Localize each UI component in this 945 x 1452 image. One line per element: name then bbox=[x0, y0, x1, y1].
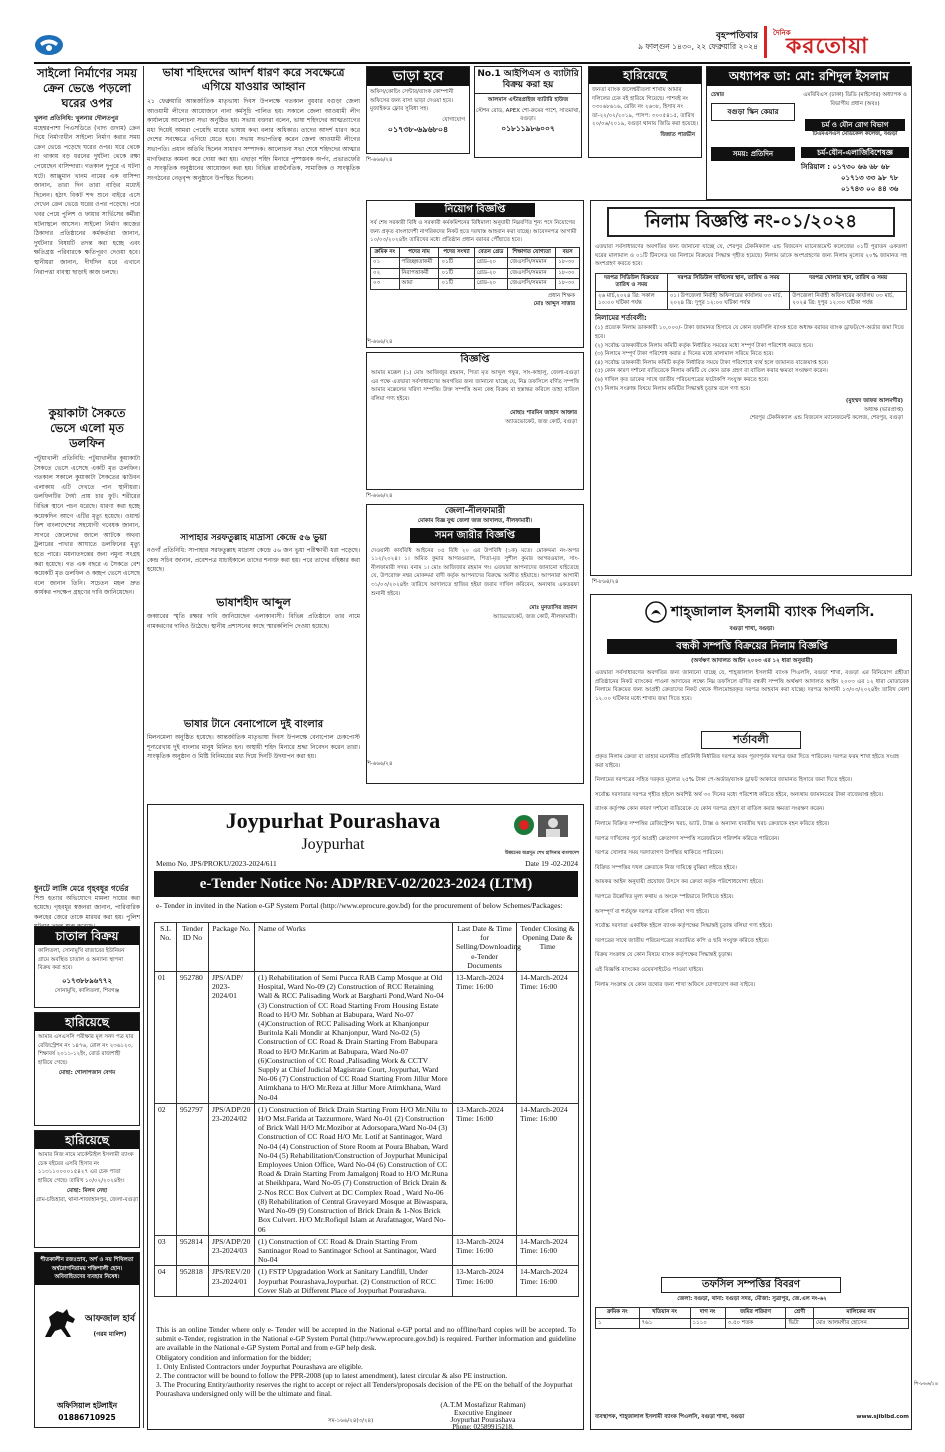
lost-top-notice bbox=[588, 66, 702, 158]
tender-title: e-Tender Notice No: ADP/REV-02/2023-2024 (LTM) bbox=[154, 871, 578, 897]
doctor-degree: এমবিবিএস (ঢাকা) ডিডি (মাইসোর) অধ্যাপক ও বিভাগীয় প্রধান (অবঃ) bbox=[803, 92, 907, 107]
battery-phone: ০১৮১১৯৮৬০০৭ bbox=[501, 123, 555, 133]
job-col-header: বেতন গ্রেড bbox=[474, 247, 507, 258]
battery-shop: আলমাস এন্টারপ্রাইজ ব্যাটারি হাউজ bbox=[487, 97, 569, 103]
tender-col-header: Last Date & Time for Selling/Downloading e-Tender Documents bbox=[453, 923, 517, 972]
tender-sign-title: Executive Engineer bbox=[453, 1408, 513, 1417]
col2-story3 bbox=[147, 596, 360, 716]
auction-cell: ২৬ মার্চ,২০২৪ খ্রি: সকাল ১০:০০ ঘটিকা পর্যন্ত bbox=[596, 291, 668, 309]
tender-obligatory: Obligatory condition and information for the bidder; bbox=[156, 1353, 312, 1362]
auction-table bbox=[595, 273, 907, 310]
col2-story2 bbox=[147, 532, 360, 594]
rent-ad bbox=[366, 66, 470, 154]
bank-term: বিক্রয় সংক্রান্ত যে কোন বিষয়ে ব্যাংক কর্তৃপক্ষের সিদ্ধান্তই চূড়ান্ত। bbox=[595, 952, 733, 959]
court-name: জেলা-নীলফামারী bbox=[444, 506, 506, 516]
tender-intro: e- Tender in invited in the Nation e-GP System Portal (http://www.eprocure.gov.bd) for the procurement of below Schemes/Packages: bbox=[156, 901, 563, 910]
tender-footer-text: This is an online Tender where only e- Tender will be accepted in the National e-GP portal and no offline/hard copies will be accepted. To submit e-Tender, registration in the National e-GP System Portal (http://www.eprocure.gov.bd) is required. Further information and guideline are available in the National e-GP System Portal and from e-GP help desk. bbox=[156, 1325, 576, 1353]
table-row bbox=[596, 291, 907, 309]
lost-top-title: হারিয়েছে bbox=[589, 67, 701, 84]
auction-sign: (মুহম্মদ জাফর আলমগীর) bbox=[845, 398, 903, 405]
chatal-title: চাতাল বিক্রয় bbox=[35, 927, 139, 945]
bank-schedule-col-header: শ্রেণী bbox=[786, 1308, 813, 1319]
col2-story2-headline: সাপাহার সরফতুল্লাহ মাদ্রাসা কেন্দ্রে ৫৬ ভুয়া bbox=[180, 533, 327, 543]
bank-schedule-col-header: মালিকের নাম bbox=[813, 1308, 908, 1319]
auction-notice bbox=[590, 200, 912, 576]
bank-schedule-cell: মোঃ আলমগীর হোসেন bbox=[813, 1318, 908, 1329]
tender-sign-name: (A.T.M Mostafizur Rahman) bbox=[440, 1400, 526, 1409]
doctor-college: টিএমএসএস মেডিকেল কলেজ, বগুড়া bbox=[812, 131, 898, 137]
bank-schedule-col-header: ক্রমিক নং bbox=[596, 1308, 640, 1319]
bank-term: আয়কর আইন অনুযায়ী প্রযোজ্য উৎসে কর ক্রেতা কর্তৃক পরিশোধযোগ্য হইবে। bbox=[595, 879, 763, 886]
battery-ad bbox=[474, 66, 582, 158]
col1-story1 bbox=[34, 66, 140, 404]
tender-place: Joypurhat bbox=[301, 836, 365, 853]
auction-sign-title: অধ্যক্ষ (ভারপ্রাপ্ত) bbox=[864, 406, 903, 413]
bank-branch: বগুড়া শাখা, বগুড়া। bbox=[729, 626, 775, 632]
chatal-address: সোনামুখি, কালিতলা, শিবগঞ্জ bbox=[54, 987, 120, 994]
col1-story1-byline: খুলনা প্রতিনিধি: খুলনার দৌলতপুর bbox=[34, 115, 119, 122]
job-cell: গ্রেড-২০ bbox=[474, 258, 507, 269]
col2-story1-headline: ভাষা শহিদদের আদর্শ ধারণ করে সবক্ষেত্রে এগিয়ে যাওয়ার আহ্বান bbox=[162, 66, 345, 93]
lost-top-body: জনতা ব্যাংক জলেশ্বরীতলা শাখায় আমার দলিলের চেক বই হারিয়ে গিয়েছে। পাশবই নং ৩৩০৬৮৬১৬, রেজি নং ২৬৩৮, হিসাব নং তা-২২/০২/২০১৯, পাসপ: ৩০০৫৪১৫, তারিখ ২০/০৬/২০১৯, বগুড়া থানায় জিডি করা হয়েছে। bbox=[592, 87, 698, 128]
table-row bbox=[371, 279, 580, 290]
masthead-date: ৯ ফাল্গুন ১৪৩০, ২২ ফেব্রুয়ারি ২০২৪ bbox=[638, 42, 758, 51]
bank-schedule-cell: ৭৬১ bbox=[639, 1318, 690, 1329]
tender-closing-date: 14-March-2024 Time: 16:00 bbox=[517, 972, 579, 1104]
auction-title: নিলাম বিজ্ঞপ্তি নং-০১/২০২৪ bbox=[607, 207, 895, 237]
tender-col-header: Package No. bbox=[209, 923, 255, 972]
col1-story3-body: শিশু হত্যার অভিযোগে মামলা দায়ের করা হয়েছে। গৃহবধূর স্বজনরা জানান, পারিবারিক কলহের জেরে তাকে মারধর করা হয়। পুলিশ bbox=[34, 894, 140, 921]
bank-name: শাহ্‌জালাল ইসলামী ব্যাংক পিএলসি. bbox=[671, 604, 875, 620]
bank-website: www.sjiblbd.com bbox=[856, 1414, 909, 1420]
bank-term: অসম্পূর্ণ বা শর্তযুক্ত দরপত্র বাতিল বলিয়া গণ্য হইবে। bbox=[595, 908, 710, 915]
tender-works: (1) Construction of CC Road & Drain Starting From Santinagor Road to Santinagor School at Santinagor, Ward No-04 bbox=[255, 1235, 453, 1266]
doctor-dept: চর্ম ও যৌন রোগ বিভাগ bbox=[805, 119, 905, 131]
tender-last-date: 13-March-2024 Time: 16:00 bbox=[453, 1235, 517, 1266]
job-cell: ০১ bbox=[371, 258, 400, 269]
herbal-subtitle: (গরম মালিশ) bbox=[93, 1331, 127, 1338]
tender-logo-text: উন্নয়নের অগ্রদূত শেখ হাসিনার বাংলাদেশ bbox=[504, 851, 580, 856]
job-cell: পরিচ্ছন্নতাকর্মী bbox=[399, 258, 439, 269]
battery-title: No.1 আইপিএস ও ব্যাটারি বিক্রয় করা হয় bbox=[475, 67, 581, 94]
auction-term: (৫) কোন কারণ দর্শানো ব্যতিরেকে নিলাম কমিটি যে কোন ডাক গ্রহণ বা বাতিল করার ক্ষমতা সংরক্ষণ করেন। bbox=[595, 368, 828, 375]
bank-notice bbox=[590, 594, 912, 1430]
legal-notice-sign-title: অ্যাডভোকেট, জজ কোর্ট, বগুড়া bbox=[505, 418, 577, 425]
bank-term: দরপত্র দাখিলের পূর্বে আগ্রহী ক্রেতাগণ সম্পত্তি সরেজমিনে পরিদর্শন করিতে পারিবেন। bbox=[595, 835, 780, 842]
col2-story1 bbox=[147, 66, 360, 530]
tender-id: 952797 bbox=[177, 1103, 209, 1235]
tender-closing-date: 14-March-2024 Time: 16:00 bbox=[517, 1103, 579, 1235]
tender-package: JPS/REV/20 23-2024/01 bbox=[209, 1266, 255, 1297]
auction-table-header bbox=[596, 273, 907, 291]
rent-phone: ০১৭৩৮-৬৯৬৮০৪ bbox=[387, 125, 449, 135]
battery-address: স্টেশন রোড, APEX শো-রুমের পাশে, সাতমাথা, বগুড়া। bbox=[475, 107, 581, 123]
job-sign-title: প্রধান শিক্ষক bbox=[548, 292, 575, 299]
masthead-rule bbox=[34, 62, 910, 64]
lost-notice-1-title: হারিয়েছে bbox=[35, 1013, 139, 1031]
col1-story2-headline: কুয়াকাটা সৈকতে ভেসে এলো মৃত ডলফিন bbox=[48, 406, 126, 450]
bank-body: এতদ্বারা সর্বসাধারণের অবগতির জন্য জানানো যাচ্ছে যে, শাহ্‌জালাল ইসলামী ব্যাংক পিএলসি, বগুড়া শাখা, বগুড়া এর বিনিয়োগ গ্রহীতা প্রতিষ্ঠানের নিকট ব্যাংকের পাওনা আদায়ের লক্ষ্যে নিম্ন তফসিলে বর্ণিত বন্ধকী সম্পত্তি অর্থঋণ আদালত আইন ২০০৩ এর ১২ ধারা মোতাবেক নিলামে বিক্রয়ের জন্য আগ্রহী ক্রেতাদের নিকট থেকে সীলমোহরকৃত দরপত্র আহবান করা যাচ্ছে। দরপত্র আগামী ১৩/০৩/২০২৪ইং তারিখ বেলা ১২.০০ ঘটিকার মধ্যে শাখায় জমা দিতে হবে। bbox=[595, 670, 909, 702]
bank-term: নিলামের দরপত্রের সহিত দরকৃত মূল্যের ২৫% টাকা পে-অর্ডার/ব্যাংক ড্রাফট আকারে জামানত হিসাবে জমা দিতে হইবে। bbox=[595, 777, 853, 784]
tender-id: 952814 bbox=[177, 1235, 209, 1266]
tender-org: Joypurhat Pourashava bbox=[225, 808, 441, 833]
herbal-title: আফজাল হার্ব bbox=[85, 1314, 135, 1324]
tender-sl: 01 bbox=[155, 972, 177, 1104]
col2-story2-body: নওগাঁ প্রতিনিধি: সাপাহার সরফতুল্লাহ মাদ্রাসা কেন্দ্রে ৫৬ জন ভুয়া পরীক্ষার্থী ধরা পড়েছে। কেন্দ্র সচিব জানান, প্রবেশপত্র যাচাইকালে তাদের শনাক্ত করা হয়। পরে তাদের বহিষ্কার করা হয়েছে। bbox=[147, 547, 360, 574]
rent-body: অফিস/কোচিং সেন্টার/ব্যাংক কোম্পানী অফিসের জন্য বাসা ভাড়া দেওয়া হবে। মুজাইকড ফ্লোর সুবিধা সহ। bbox=[370, 89, 454, 113]
herbal-ad bbox=[34, 1252, 140, 1428]
auction-col-header: দরপত্র খোলার স্থান, তারিখ ও সময় bbox=[790, 273, 907, 291]
table-row bbox=[371, 268, 580, 279]
bank-schedule-header bbox=[596, 1308, 909, 1319]
auction-cell: উপজেলা নির্বাহী অফিসারের কার্যালয় ০৩ মার্চ, ২০২৪ খ্রি: দুপুর ১২:৩০ ঘটিকা পর্যন্ত bbox=[790, 291, 907, 309]
tender-condition: 3. The Procuring Entity/authority reserves the right to accept or reject all Tenders/proposals decision of the PE on the behalf of the Joypurhat Pourashava undersigned only will be the ultimate and final. bbox=[156, 1380, 573, 1399]
tender-memo: Memo No. JPS/PROKU/2023-2024/611 bbox=[156, 859, 277, 868]
horse-icon bbox=[41, 1307, 81, 1341]
herbal-phone: অফিসিয়াল হটলাইন 01886710925 bbox=[37, 1401, 137, 1422]
legal-notice-body: আমার মক্কেল (১) মোঃ আজিজুর রহমান, পিতা মৃত আব্দুল গফুর, সাং-কাহালু, জেলা-বগুড়া এর পক্ষে এতদ্বারা সর্বসাধারণের অবগতির জন্য জানানো যাচ্ছে যে, নিম্ন তফসিলে বর্ণিত সম্পত্তি আমার মক্কেলের খরিদা সম্পত্তি। উক্ত সম্পত্তি অন্য কেহ বিক্রয় বা হস্তান্তর করিলে তাহা বাতিল বলিয়া গণ্য হইবে। bbox=[371, 370, 579, 402]
tender-col-header: Tender ID No bbox=[177, 923, 209, 972]
bank-terms-list bbox=[595, 753, 909, 1233]
auction-term: (১) প্রত্যেক নিলাম ডাককারী ১০,০০০/- টাকা জামানত হিসাবে যে কোন তফসিলি ব্যাংক হতে অধ্যক্ষ বরাবর ব্যাংক ড্রাফট/পে-অর্ডার জমা দিতে হবে। bbox=[595, 325, 904, 340]
job-table bbox=[370, 247, 580, 290]
job-cell: জেএসসি/সমমান bbox=[507, 279, 555, 290]
bank-term: সর্বোচ্চ দরদাতার দরপত্র গৃহীত হইলে অবশিষ্ট অর্থ ৩০ দিনের মধ্যে পরিশোধ করিতে হইবে, অন্যথায় জামানতের টাকা বাজেয়াপ্ত হইবে। bbox=[595, 791, 884, 798]
tender-package: JPS/ADP/20 23-2024/03 bbox=[209, 1235, 255, 1266]
masthead-paper-name: করতোয়া bbox=[786, 34, 869, 59]
court-sign: মোঃ মুনতাসির রহমান bbox=[529, 605, 577, 612]
bank-term: সর্বোচ্চ দরদাতা একাধিক হইলে ব্যাংক কর্তৃপক্ষের সিদ্ধান্তই চূড়ান্ত বলিয়া গণ্য হইবে। bbox=[595, 923, 773, 930]
legal-notice-title: বিজ্ঞপ্তি bbox=[460, 354, 490, 365]
bank-schedule-col-header: দাগ নং bbox=[690, 1308, 725, 1319]
auction-ref: শি-৮৬৪/২৪ bbox=[592, 579, 619, 585]
rent-contact-label: যোগাযোগ bbox=[442, 116, 465, 123]
bank-logo-icon bbox=[645, 601, 667, 623]
court-subtitle: মোকাম বিজ্ঞ যুগ্ম জেলা জজ আদালত, নীলফামারী। bbox=[417, 518, 533, 524]
bank-term: নিলাম সংক্রান্ত যে কোন তথ্যের জন্য শাখা অফিসে যোগাযোগ করা যাইবে। bbox=[595, 981, 756, 988]
bank-term: প্রকৃত নিলাম ক্রেতা বা তাহার মনোনীত প্রতিনিধি নির্ধারিত দরপত্র ফরম পূরণপূর্বক দরপত্র জমা দিতে পারিবেন। দরপত্র ফরম শাখা হইতে সংগ্রহ করা যাইবে। bbox=[595, 754, 900, 769]
job-cell: ০৩ bbox=[371, 279, 400, 290]
bank-term: দরপত্রের সাথে জাতীয় পরিচয়পত্রের সত্যায়িত কপি ও ছবি সংযুক্ত করিতে হইবে। bbox=[595, 937, 769, 944]
auction-body: এতদ্বারা সর্বসাধারণের অবগতির জন্য জানানো যাচ্ছে যে, শেরপুর টেকনিক্যাল এন্ড বিজনেস ম্যানেজমেন্ট কলেজের ০১টি পুরাতন একতলা ঘরের মালামাল ও ০১টি টিনসেড ঘর নিলামে বিক্রয়ের সিদ্ধান্ত গৃহীত হয়েছে। নিলাম ডাকে অংশগ্রহণের জন্য নিলাম মূল্যের ২০% জামানত সহ অংশগ্রহণ করতে হবে। bbox=[595, 244, 907, 268]
lost-notice-2-address: গ্রাম-চন্ডিহারা, থানা-শাজাহানপুর, জেলা-বগুড়া bbox=[36, 1196, 138, 1203]
court-summons bbox=[366, 504, 584, 784]
auction-sign-org: শেরপুর টেকনিক্যাল এন্ড বিজনেস ম্যানেজমেন্ট কলেজ, শেরপুর, বগুড়া bbox=[749, 415, 903, 422]
col2-story4 bbox=[147, 718, 360, 802]
lost-top-name: জিন্নাত পারভীন bbox=[660, 131, 695, 138]
lost-notice-2-body: আমার নিজ নামে মার্কেন্টাইল ইসলামী ব্যাংক চেক বইয়ের এসবি হিসাব নং ১১৩১১০০০০১৫৪২৭ এর চেক পাতা হারিয়ে গেছে। তারিখ ১০/০২/২০২৪ইং। bbox=[38, 1152, 134, 1184]
lost-notice-2-title: হারিয়েছে bbox=[35, 1131, 139, 1149]
auction-term: (৭) নিলাম সংক্রান্ত বিষয়ে নিলাম কমিটির সিদ্ধান্তই চূড়ান্ত বলে গণ্য হবে। bbox=[595, 385, 751, 392]
bank-schedule-cell: ভিটা bbox=[786, 1318, 813, 1329]
lost-notice-1-body: আমার এসএসসি পরীক্ষার মূল সনদ পত্র যার রেজিস্ট্রেশন নং ১৪৭৬, রোল নং ২৩৬১২০, শিক্ষাবর্ষ ২০১১-১২ইং, বোর্ড রাজশাহী হারিয়ে গেছে। bbox=[38, 1034, 134, 1066]
bank-term: দরপত্রে উল্লেখিত মূল্য কথায় ও অংকে স্পষ্টভাবে লিখিতে হইবে। bbox=[595, 893, 734, 900]
tender-ref: সম-১৬৬/২৪(৩/২৪) bbox=[328, 1418, 374, 1424]
herbal-body: শীতকালীন রজঃস্রাব, অর্শ ও নয় শিথিলতা অর্শ্বরোগনিরাময় শক্তিশালী হোন। অবিবাহিতদের ব্যবহার নিষেধ। bbox=[35, 1253, 139, 1285]
masthead-logo-icon bbox=[34, 34, 64, 56]
table-row bbox=[371, 258, 580, 269]
bank-schedule-cell: ১ bbox=[596, 1318, 640, 1329]
doctor-phone-3: ০১৭৪৩ ০০ ৪৪ ৩৬ bbox=[841, 185, 899, 193]
bank-schedule-col-header: জমির পরিমাণ bbox=[725, 1308, 786, 1319]
auction-terms-title: নিলামের শর্তাবলী: bbox=[595, 313, 647, 322]
tender-package: JPS/ADP/ 2023-2024/01 bbox=[209, 972, 255, 1104]
tender-sl: 04 bbox=[155, 1266, 177, 1297]
doctor-title: অধ্যাপক ডা: মো: রশিদুল ইসলাম bbox=[707, 67, 911, 86]
job-notice bbox=[366, 200, 584, 348]
bank-schedule-subtitle: জেলা: বগুড়া, থানা: বগুড়া সদর, মৌজা: সুত্রাপুর, জে.এল নং-৬২ bbox=[677, 1296, 827, 1302]
tender-col-header: S.L No. bbox=[155, 923, 177, 972]
court-title: সমন জারীর বিজ্ঞপ্তি bbox=[410, 528, 540, 543]
col1-story1-body: মহেশ্বরপাশা পিএসডিতে (খাদ্য গুদাম) ক্রেন দিয়ে নির্মাণাধীন সাইলো নির্মাণ করার সময় ক্রেন ভেঙে পড়েছে ঘরের ওপর। ঘরে থেকে না থাকায় বড় ধরনের দুর্ঘটনা থেকে রক্ষা পেয়েছেন বাসিন্দারা। গতকাল দুপুরে এ ঘটনা ঘটে। আঞ্জুমান খানম নামের এক বাসিন্দা জানান, তারা দিন তারা বাড়ির মধ্যেই ছিলেন। হঠাৎ বিকট শব্দ শুনে বাইরে এসে দেখেন ক্রেন ভেঙে ঘরের ওপর পড়েছে। পরে খবর পেয়ে পুলিশ ও ফায়ার সার্ভিসের কর্মীরা ঘটনাস্থলে আসেন। সাইলো নির্মাণ কাজের ঠিকাদার প্রতিষ্ঠানের কর্মকর্তারা জানান, দুর্ঘটনার বিষয়টি তদন্ত করা হচ্ছে এবং ক্ষতিগ্রস্ত পরিবারকে ক্ষতিপূরণ দেওয়া হবে। স্থানীয়রা জানান, দীর্ঘদিন ধরে এখানে নিরাপত্তা ব্যবস্থা ছাড়াই কাজ চলছে। bbox=[34, 124, 140, 276]
col1-story3-headline: ধুনটে লাঙ্গি মেরে গৃহবধূর গর্ভের bbox=[34, 884, 129, 893]
doctor-phone-1: সিরিয়াল : ০১৭৩০ ৬৬ ৬৮ ৬৮ bbox=[801, 163, 890, 171]
court-body: দেওয়ানী কার্যবিধি আইনের ০৫ বিধি ২০ এর উপবিধি (১ক) মতে। মোকদ্দমা নং-অপর ১১২/২০২৪। ১। অমিত কুমার আগরওয়াল, পিতা-মৃত সুশীল কুমার আগরওয়াল, সাং-নীলফামারী সদর। বনাম ১। মোঃ আজিজার রহমান গং। এতদ্বারা আপনাদের জানানো যাইতেছে যে, উপরোক্ত নম্বর মোকদ্দমা বাদী কর্তৃক আপনাদের বিরুদ্ধে আনীত হইয়াছে। আপনারা আগামী ৩১/০৩/২০২৪ইং তারিখে আদালতে হাজির হইয়া জবাব দাখিল করিবেন, অন্যথায় একতরফা শুনানী হইবে। bbox=[371, 547, 579, 597]
tender-id: 952818 bbox=[177, 1266, 209, 1297]
job-cell: ০১টি bbox=[439, 258, 474, 269]
court-sign-title: অ্যাডভোকেট, জজ কোর্ট, নীলফামারী। bbox=[493, 613, 577, 620]
job-cell: ১৮-৩০ bbox=[556, 279, 580, 290]
lost-notice-1 bbox=[34, 1012, 140, 1126]
bank-term: নিলামে বিক্রিত সম্পত্তির রেজিস্ট্রেশন খরচ, ভ্যাট, ট্যাক্স ও অন্যান্য যাবতীয় খরচ ক্রেতাকে বহন করিতে হইবে। bbox=[595, 820, 830, 827]
job-col-header: পদের সংখ্যা bbox=[439, 247, 474, 258]
bank-schedule-cell: ৩.৫০ শতক bbox=[725, 1318, 786, 1329]
legal-notice-ref: শি-৬৬৬/২৪ bbox=[366, 493, 393, 499]
job-col-header: বয়স bbox=[556, 247, 580, 258]
tender-logo-icon bbox=[510, 811, 574, 851]
col2-story3-body: জব্বারের স্মৃতি রক্ষার দাবি জানিয়েছেন এলাকাবাসী। বিভিন্ন প্রতিষ্ঠানে তার নামে নামকরণের দাবিও উঠেছে। স্থানীয় প্রশাসনের কাছে স্মারকলিপি দেওয়া হয়েছে। bbox=[147, 613, 360, 630]
col1-story1-headline: সাইলো নির্মাণের সময় ক্রেন ভেঙে পড়লো ঘরের ওপর bbox=[37, 66, 137, 110]
bank-schedule-title: তফসিল সম্পত্তির বিবরণ bbox=[661, 1277, 841, 1293]
job-col-header: শিক্ষাগত যোগ্যতা bbox=[507, 247, 555, 258]
masthead-paper-prefix: দৈনিক bbox=[773, 29, 791, 37]
col1-divider bbox=[143, 66, 144, 1428]
col1-story2 bbox=[34, 406, 140, 882]
masthead bbox=[0, 0, 945, 64]
tender-closing-date: 14-March-2024 Time: 16:00 bbox=[517, 1266, 579, 1297]
tender-col-header: Name of Works bbox=[255, 923, 453, 972]
rent-ref: শি-৬৬৬/২৪ bbox=[366, 157, 393, 163]
bank-notice-title: বন্ধকী সম্পত্তি বিক্রয়ের নিলাম বিজ্ঞপ্তি bbox=[607, 639, 897, 654]
court-ref: শি-৬৬৬/২৪ bbox=[366, 761, 393, 767]
job-col-header: পদের নাম bbox=[399, 247, 439, 258]
col2-story3-headline: ভাষাশহীদ আব্দুল bbox=[216, 596, 291, 609]
bank-term: এই বিজ্ঞপ্তি ব্যাংকের ওয়েবসাইটেও পাওয়া যাইবে। bbox=[595, 966, 704, 973]
table-row bbox=[155, 1235, 579, 1266]
job-col-header: ক্রমিক নং bbox=[371, 247, 400, 258]
job-cell: ০২ bbox=[371, 268, 400, 279]
auction-term: (৬) দাখিল কৃত ডাকের সাথে জাতীয় পরিচয়পত্রের ফটোকপি সংযুক্ত করতে হবে। bbox=[595, 376, 769, 383]
auction-term: (২) সর্বোচ্চ ডাককারীকে নিলাম কমিটি কর্তৃক নির্ধারিত সময়ের মধ্যে সম্পূর্ণ টাকা পরিশোধ করতে হবে। bbox=[595, 342, 814, 349]
job-cell: ০১টি bbox=[439, 279, 474, 290]
tender-last-date: 13-March-2024 Time: 16:00 bbox=[453, 1103, 517, 1235]
tender-last-date: 13-March-2024 Time: 16:00 bbox=[453, 972, 517, 1104]
auction-col-header: দরপত্র সিডিউল বিক্রয়ের তারিখ ও সময় bbox=[596, 273, 668, 291]
job-cell: জেএসসি/সমমান bbox=[507, 268, 555, 279]
bank-schedule-cell: ১১১০ bbox=[690, 1318, 725, 1329]
doctor-specialty: চর্ম-যৌন-এলার্জিবিশেষজ্ঞ bbox=[801, 147, 909, 158]
legal-notice bbox=[366, 352, 584, 490]
bank-footer: ব্যবস্থাপক, শাহ্‌জালাল ইসলামী ব্যাংক পিএলসি, বগুড়া শাখা, বগুড়া bbox=[595, 1414, 745, 1420]
auction-col-header: দরপত্র সিডিউল দাখিলের স্থান, তারিখ ও সময় bbox=[667, 273, 790, 291]
lost-notice-2 bbox=[34, 1130, 140, 1248]
bank-term: দরপত্র খোলার সময় দরদাতাগণ উপস্থিত থাকিতে পারিবেন। bbox=[595, 850, 724, 857]
bank-terms-title: শর্তাবলী bbox=[701, 731, 801, 749]
tender-table-header bbox=[155, 923, 579, 972]
tender-date: Date 19 -02-2024 bbox=[525, 859, 578, 868]
job-body: সর্ব শেষ সরকারী বিধি ও সরকারী কর্মকমিশনের বিধিমালা অনুযায়ী নিম্নবর্ণিত শূন্য পদে নিয়োগের জন্য প্রকৃত বাংলাদেশী নাগরিকদের নিকট হতে দরখাস্ত আহবান করা যাচ্ছে। আবেদনপত্র আগামী ১০/০৩/২০২৪ইং তারিখের মধ্যে প্রতিষ্ঠান প্রধান বরাবর পৌঁছাতে হবে। bbox=[370, 220, 577, 244]
job-cell: জেএসসি/সমমান bbox=[507, 258, 555, 269]
bank-term: ব্যাংক কর্তৃপক্ষ কোন কারণ দর্শানো ব্যতিরেকে যে কোন দরপত্র গ্রহণ বা বাতিল করার ক্ষমতা সংরক্ষণ করেন। bbox=[595, 806, 825, 813]
bank-term: বিক্রিত সম্পত্তির দখল ক্রেতাকে নিজ দায়িত্বে বুঝিয়া লইতে হইবে। bbox=[595, 864, 737, 871]
tender-closing-date: 14-March-2024 Time: 16:00 bbox=[517, 1235, 579, 1266]
tender-id: 952780 bbox=[177, 972, 209, 1104]
doctor-phone-2: ০১৭১৩ ৩৩ ৯৮ ৭৮ bbox=[841, 174, 899, 182]
doctor-chamber: বগুড়া স্কিন কেয়ার bbox=[711, 103, 795, 121]
lost-notice-1-name: মোছা: গোলাপজান বেগম bbox=[58, 1070, 116, 1077]
job-table-header bbox=[371, 247, 580, 258]
job-cell: গ্রেড-২০ bbox=[474, 279, 507, 290]
job-sign: মোঃ আব্দুস সাত্তার bbox=[533, 301, 575, 308]
masthead-weekday: বৃহস্পতিবার bbox=[716, 31, 758, 41]
doctor-schedule: সময়: প্রতিদিন bbox=[711, 147, 795, 161]
tender-notice bbox=[147, 804, 584, 1430]
bank-schedule-table bbox=[595, 1307, 909, 1329]
job-cell: ১৮-৩০ bbox=[556, 258, 580, 269]
auction-term: (৪) সর্বোচ্চ ডাককারী নিলাম কমিটি কর্তৃক নির্ধারিত সময়ে টাকা পরিশোধে ব্যর্থ হলে জামানত বাজেয়াপ্ত হবে। bbox=[595, 359, 829, 366]
tender-sl: 03 bbox=[155, 1235, 177, 1266]
chatal-ad bbox=[34, 926, 140, 1008]
tender-works: (1) Rehabilitation of Semi Pucca RAB Camp Mosque at Old Hospital, Ward No-09 (2) Construction of RCC Retaining Wall & RCC Palisading Work at Bargharti Pond,Ward No-04 (3) Construction of CC Road Starting From Housing Estate Road to H/O Mr. Sobhan at Babupara, Ward No-07 (4)Construction of RCC Palisading Work at Khanjonpur Buritola Kali Mondir at Khanjonpur, Ward No-02 (5) Construction of CC Road & Drain Starting From Babupara Road to H/O Mr.Karim at Babupara, Ward No-07 (6)Construction of CC Road ,Palisading Work & CCTV Supply at Chief Judicial Magistrate Court, Joypurhat, Ward No-06 (7) Construction of CC Road Starting From Jillur More Atimkhana to H/O Mr.Reza at Jillur More Atimkhana, Ward No-04 bbox=[255, 972, 453, 1104]
chatal-phone: ০১৭৩৮৮৯৬৭৭২ bbox=[61, 976, 113, 985]
lost-notice-2-name: মোছা: মিলন নেছা bbox=[66, 1188, 108, 1195]
bank-notice-subtitle: (অর্থঋণ আদালত আইন ২০০৩ এর ১২ ধারা অনুযায়ী) bbox=[691, 658, 813, 664]
table-row bbox=[596, 1318, 909, 1329]
bank-ref: শি-৮৬৬/২৪ bbox=[914, 1381, 939, 1387]
tender-works: (1) Construction of Brick Drain Starting From H/O Mr.Nilu to H/O Mst.Farida at Tazzurmore, Ward No-01 (2) Construction of Brick Wall H/O Mr.Mozibor at Adorsopara,Ward No-04 (3) Construction of CC Road H/O Mr. Lotif at Santinagor, Ward No-04 (4) Construction of Store Room at Poura Bhaban, Ward No-04 (5) Rehabilitation/Construction of Joypurhat Municipal Employees Union Office, Ward No-04 (6) Construction of CC Road & Drain Starting From Jamalgonj Road to H/O Mr.Runa at Sheikhpara, Ward No-05 (7) Construction of Brick Drain & 2-Nos RCC Box Culvert at DC Complex Road , Ward No-06 (8) Rehabilitation of Central Graveyard Mosque at Biwaspara, Ward No-09 (9) Construction of Brick Drain & 1-Nos Brick Box Culvert. H/O Mr.Rofiqul Islam at Arafatnagor, Ward No-06 bbox=[255, 1103, 453, 1235]
tender-works: (1) FSTP Upgradation Work at Sanitary Landfill, Under Joypurhat Pourashava,Joypurhat. (2) Construction of RCC Cover Slab at Different Place of Joypurhat Pourashava. bbox=[255, 1266, 453, 1297]
tender-package: JPS/ADP/20 23-2024/02 bbox=[209, 1103, 255, 1235]
table-row bbox=[155, 1103, 579, 1235]
tender-col-header: Tender Closing & Opening Date & Time bbox=[517, 923, 579, 972]
tender-table bbox=[154, 922, 579, 1297]
job-ref: শি-৬৬৬/২৪ bbox=[366, 339, 393, 345]
col2-story1-body: ২১ ফেব্রুয়ারি আন্তর্জাতিক মাতৃভাষা দিবস উপলক্ষে গতকাল বুধবার বগুড়া জেলা আওয়ামী লীগের আয়োজনে নানা কর্মসূচি পালিত হয়। সকালে জেলা আওয়ামী লীগ কার্যালয়ে আলোচনা সভা অনুষ্ঠিত হয়। সভায় বক্তারা বলেন, ভাষা শহিদদের আত্মত্যাগের মধ্য দিয়েই আমরা পেয়েছি মায়ের ভাষায় কথা বলার অধিকার। তাদের আদর্শ ধারণ করে দেশের সবক্ষেত্রে এগিয়ে যেতে হবে। সভায় সভাপতিত্ব করেন জেলা আওয়ামী লীগের সভাপতি। প্রধান অতিথি ছিলেন সাধারণ সম্পাদক। আলোচনা সভা শেষে শহিদদের আত্মার মাগফিরাত কামনা করে দোয়া করা হয়। এছাড়া শহিদ মিনারে পুষ্পস্তবক অর্পণ, প্রভাতফেরি ও সাংস্কৃতিক অনুষ্ঠানের আয়োজন করা হয়। বিভিন্ন রাজনৈতিক, সামাজিক ও সাংস্কৃতিক সংগঠনের নেতৃবৃন্দ অনুষ্ঠানে উপস্থিত ছিলেন। bbox=[147, 98, 360, 182]
job-cell: ১৮-৩০ bbox=[556, 268, 580, 279]
tender-condition: 1. Only Enlisted Contractors under Joypurhat Pourashava are eligible. bbox=[156, 1362, 363, 1371]
auction-term: (৩) নিলামে সম্পূর্ণ টাকা পরিশোধ করার ৫ দিনের মধ্যে মালামাল সরিয়ে নিতে হবে। bbox=[595, 351, 774, 358]
table-row bbox=[155, 972, 579, 1104]
col2-story4-headline: ভাষার টানে বেনাপোলে দুই বাংলার bbox=[183, 719, 324, 730]
col2-story4-body: মিলনমেলা অনুষ্ঠিত হয়েছে। আন্তর্জাতিক মাতৃভাষা দিবস উপলক্ষে বেনাপোল চেকপোস্ট শূন্যরেখায় দুই বাংলার মানুষ মিলিত হন। অস্থায়ী শহিদ মিনারে শ্রদ্ধা নিবেদন করেন তারা। সাংস্কৃতিক অনুষ্ঠান ও মিষ্টি বিনিময়ের মধ্য দিয়ে দিনটি উদযাপন করা হয়। bbox=[147, 734, 360, 761]
col1-story3 bbox=[34, 884, 140, 924]
tender-last-date: 13-March-2024 Time: 16:00 bbox=[453, 1266, 517, 1297]
job-cell: নিরাপত্তাকর্মী bbox=[399, 268, 439, 279]
job-cell: আয়া bbox=[399, 279, 439, 290]
auction-cell: ০১। উপজেলা নির্বাহী অফিসারের কার্যালয় ০৩ মার্চ, ২০২৪ খ্রি: দুপুর ১২:০০ ঘটিকা পর্যন্ত bbox=[667, 291, 790, 309]
bank-schedule-col-header: খতিয়ান নং bbox=[639, 1308, 690, 1319]
tender-sign-phone: Phone: 02589915218. bbox=[452, 1423, 514, 1431]
chatal-body: কালিতলা, সোনামুখি বাজারের ইউনিয়ন গ্রামে অবস্থিত চাতাল ও অন্যান্য স্থাপনা বিক্রয় করা হবে। bbox=[38, 948, 125, 972]
job-title: নিয়োগ বিজ্ঞপ্তি bbox=[415, 203, 535, 217]
tender-sign-org: Joypurhat Pourashava bbox=[450, 1415, 516, 1424]
rent-title: ভাড়া হবে bbox=[367, 67, 469, 86]
masthead-divider bbox=[764, 26, 767, 58]
table-row bbox=[155, 1266, 579, 1297]
job-cell: গ্রেড-২০ bbox=[474, 268, 507, 279]
legal-notice-sign: মোছাঃ শারমিন জাহান আক্তার bbox=[510, 410, 577, 417]
tender-condition: 2. The contractor will be bound to follow the PPR-2008 (up to latest amendment), latest circular & also PE instruction. bbox=[156, 1371, 508, 1380]
job-cell: ০১টি bbox=[439, 268, 474, 279]
tender-sl: 02 bbox=[155, 1103, 177, 1235]
doctor-chamber-label: চেম্বার bbox=[711, 92, 725, 98]
doctor-ad bbox=[706, 66, 912, 200]
col1-story2-body: পটুয়াখালী প্রতিনিধি: পটুয়াখালীর কুয়াকাটা সৈকতে ভেসে এসেছে একটি মৃত ডলফিন। গতকাল সকালে কুয়াকাটা সৈকতের ঝাউবন এলাকায় এটি দেখতে পান স্থানীয়রা। ডলফিনটির দৈর্ঘ্য প্রায় চার ফুট। শরীরের বিভিন্ন স্থানে পচন ধরেছে। ধারণা করা হচ্ছে কয়েকদিন আগে এটির মৃত্যু হয়েছে। ওয়ার্ল্ড ফিশ বাংলাদেশের সহযোগী গবেষক জানান, সাগরে জেলেদের জালে আটকে অথবা ট্রলারের পাখার আঘাতে ডলফিনের মৃত্যু হতে পারে। ময়নাতদন্তের জন্য নমুনা সংগ্রহ করা হয়েছে। গত এক বছরে এ সৈকতে বেশ কয়েকটি মৃত ডলফিন ও কচ্ছপ ভেসে এসেছে বলে জানান তিনি। সচেতন মহল দ্রুত কার্যকর পদক্ষেপ গ্রহণের দাবি জানিয়েছেন। bbox=[34, 455, 140, 597]
